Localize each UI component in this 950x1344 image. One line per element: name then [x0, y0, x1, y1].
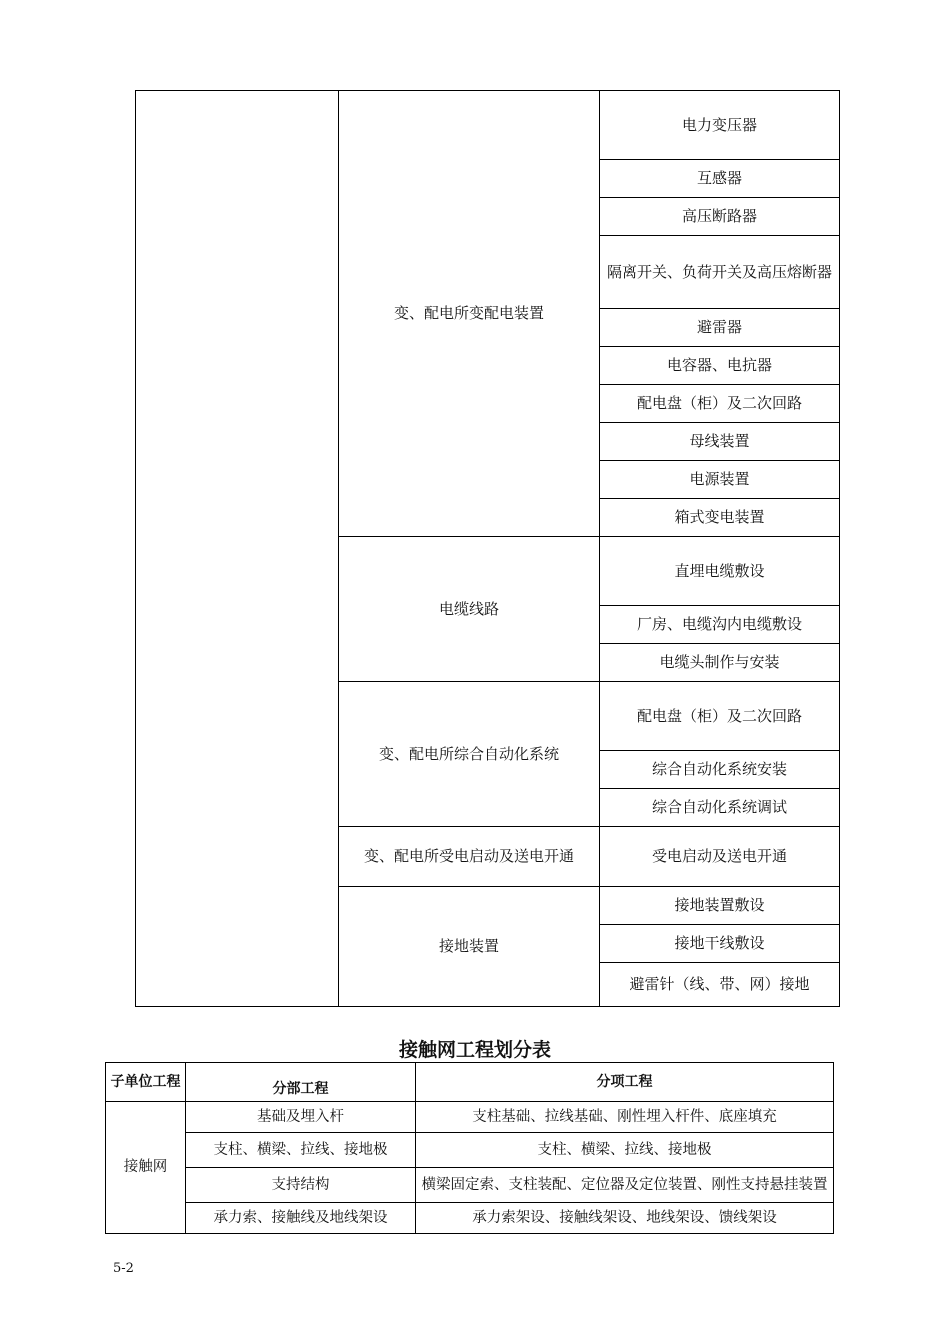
item-cell: 电力变压器: [600, 91, 840, 160]
header-part: 分部工程: [186, 1063, 416, 1102]
item-cell: 厂房、电缆沟内电缆敷设: [600, 606, 840, 644]
item-cell: 隔离开关、负荷开关及高压熔断器: [600, 236, 840, 309]
item-cell: 电源装置: [600, 461, 840, 499]
items-cell: 承力索架设、接触线架设、地线架设、馈线架设: [416, 1203, 834, 1234]
page-number: 5-2: [113, 1261, 134, 1276]
substation-division-table: [135, 90, 840, 1007]
group-name: 变、配电所综合自动化系统: [339, 682, 600, 827]
item-cell: 避雷器: [600, 309, 840, 347]
item-cell: 高压断路器: [600, 198, 840, 236]
part-cell: 承力索、接触线及地线架设: [186, 1203, 416, 1234]
item-cell: 避雷针（线、带、网）接地: [600, 963, 840, 1007]
group-name: 电缆线路: [339, 537, 600, 682]
items-cell: 支柱基础、拉线基础、刚性埋入杆件、底座填充: [416, 1102, 834, 1133]
unit-name: 接触网: [106, 1102, 186, 1234]
item-cell: 直埋电缆敷设: [600, 537, 840, 606]
item-cell: 母线装置: [600, 423, 840, 461]
catenary-division-table: [105, 1062, 834, 1234]
table-title: 接触网工程划分表: [398, 1039, 551, 1061]
group-name: 变、配电所受电启动及送电开通: [339, 827, 600, 887]
item-cell: 综合自动化系统调试: [600, 789, 840, 827]
part-cell: 支柱、横梁、拉线、接地极: [186, 1133, 416, 1168]
item-cell: 接地装置敷设: [600, 887, 840, 925]
item-cell: 配电盘（柜）及二次回路: [600, 385, 840, 423]
items-cell: 横梁固定索、支柱装配、定位器及定位装置、刚性支持悬挂装置: [416, 1168, 834, 1203]
item-cell: 箱式变电装置: [600, 499, 840, 537]
item-cell: 互感器: [600, 160, 840, 198]
item-cell: 配电盘（柜）及二次回路: [600, 682, 840, 751]
part-cell: 基础及埋入杆: [186, 1102, 416, 1133]
item-cell: 电容器、电抗器: [600, 347, 840, 385]
item-cell: 电缆头制作与安装: [600, 644, 840, 682]
header-sub-unit: 子单位工程: [106, 1063, 186, 1102]
group-name: 变、配电所变配电装置: [339, 91, 600, 537]
header-items: 分项工程: [416, 1063, 834, 1102]
item-cell: 受电启动及送电开通: [600, 827, 840, 887]
empty-unit-cell: [136, 91, 339, 1007]
group-name: 接地装置: [339, 887, 600, 1007]
items-cell: 支柱、横梁、拉线、接地极: [416, 1133, 834, 1168]
item-cell: 综合自动化系统安装: [600, 751, 840, 789]
item-cell: 接地干线敷设: [600, 925, 840, 963]
part-cell: 支持结构: [186, 1168, 416, 1203]
